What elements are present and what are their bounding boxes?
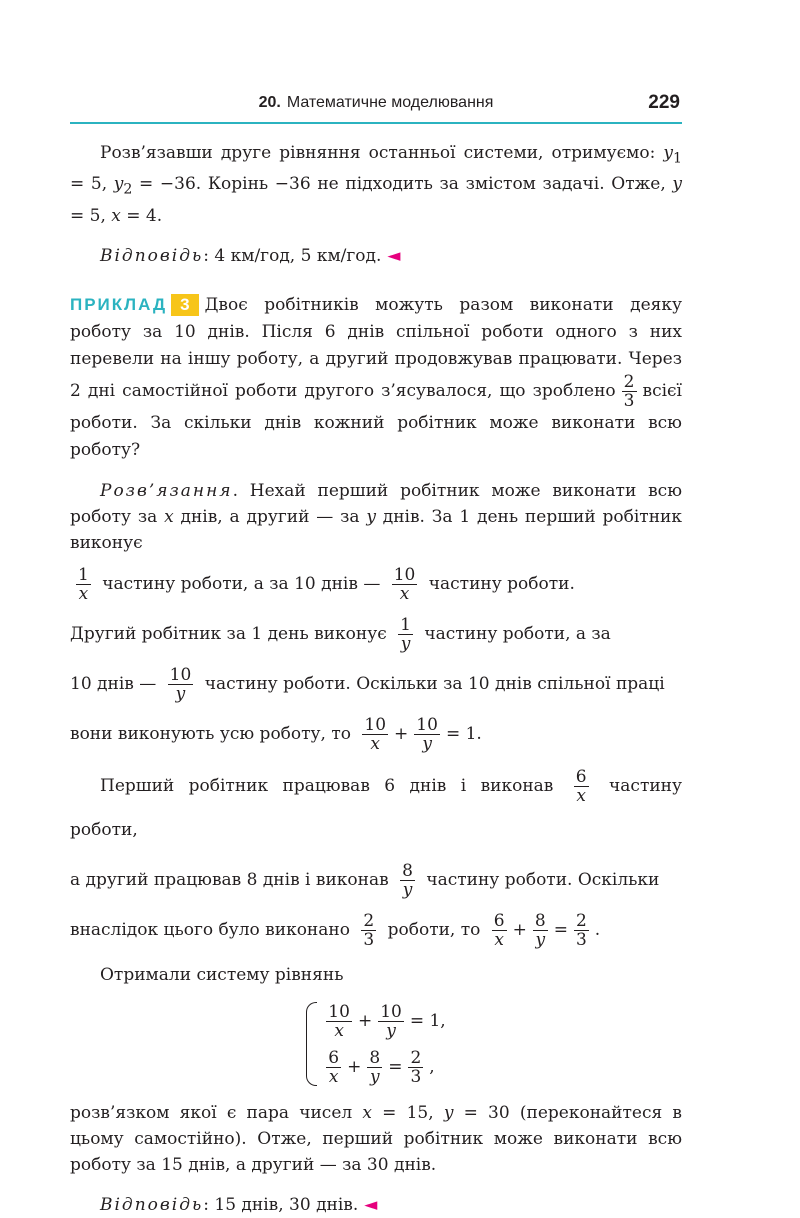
plus-sign: + bbox=[347, 1056, 362, 1077]
denominator: x bbox=[78, 583, 89, 604]
fraction bbox=[392, 566, 418, 603]
fraction bbox=[400, 862, 415, 899]
numerator: 2 bbox=[410, 1047, 422, 1068]
fraction bbox=[398, 616, 413, 653]
section-number: 20. bbox=[258, 94, 281, 111]
text: = 5, bbox=[70, 205, 112, 226]
paragraph-first-worker bbox=[70, 764, 682, 852]
fraction bbox=[76, 566, 91, 603]
conclusion-paragraph bbox=[70, 1100, 682, 1178]
denominator: x bbox=[334, 1020, 344, 1041]
var: y bbox=[113, 174, 124, 195]
denominator: 3 bbox=[623, 390, 635, 411]
fraction bbox=[533, 912, 548, 949]
text: = 15, bbox=[371, 1102, 444, 1123]
solution-paragraph bbox=[70, 478, 682, 556]
text: Перший робітник працював 6 днів і виконав bbox=[100, 775, 554, 796]
text: Другий робітник за 1 день виконує bbox=[70, 623, 387, 644]
text: = 30 (переконайтеся в цьому самостійно). Отже, перший робітник може виконати всю роботу за 15 днів, а другий — за 30 днів. bbox=[70, 1102, 682, 1175]
text: . Нехай перший робітник може виконати всю роботу за bbox=[70, 480, 682, 527]
plus-sign: + bbox=[512, 919, 527, 940]
denominator: 3 bbox=[575, 929, 587, 950]
fraction bbox=[408, 1049, 423, 1086]
text: 10 днів — bbox=[70, 673, 157, 694]
denominator: x bbox=[328, 1066, 339, 1087]
text: = 4. bbox=[120, 205, 163, 226]
answer-text: : 4 км/год, 5 км/год. bbox=[203, 245, 382, 266]
system-row-1 bbox=[320, 998, 445, 1044]
fraction bbox=[574, 912, 589, 949]
numerator: 6 bbox=[328, 1047, 340, 1068]
var: y bbox=[443, 1102, 454, 1123]
text: частину роботи, bbox=[70, 775, 683, 840]
text: = 5, bbox=[70, 174, 114, 195]
fraction bbox=[414, 716, 440, 753]
subscript: 2 bbox=[123, 181, 133, 198]
text: вони виконують усю роботу, то bbox=[70, 723, 351, 744]
answer-text: : 15 днів, 30 днів. bbox=[203, 1194, 359, 1215]
text: = 1. bbox=[445, 723, 482, 744]
numerator: 10 bbox=[169, 664, 192, 685]
end-marker-icon: ◄ bbox=[364, 1194, 378, 1215]
paragraph-solution-end bbox=[70, 140, 682, 229]
answer-1 bbox=[70, 243, 682, 269]
fraction bbox=[492, 912, 507, 949]
text: = 1, bbox=[409, 1010, 446, 1031]
answer-2 bbox=[70, 1192, 682, 1218]
numerator: 8 bbox=[534, 910, 546, 931]
text: роботи, то bbox=[387, 919, 481, 940]
denominator: y bbox=[386, 1020, 396, 1041]
text: частину роботи. Оскільки за 10 днів спільної праці bbox=[204, 673, 665, 694]
denominator: x bbox=[399, 583, 410, 604]
var: x bbox=[362, 1102, 372, 1123]
denominator: x bbox=[494, 929, 504, 950]
numerator: 10 bbox=[364, 714, 387, 735]
var: y bbox=[672, 174, 682, 195]
denominator: y bbox=[422, 733, 432, 754]
text: частину роботи, а за 10 днів — bbox=[102, 573, 381, 594]
text: внаслідок цього було виконано bbox=[70, 919, 350, 940]
solution-line-5 bbox=[70, 712, 682, 756]
numerator: 10 bbox=[328, 1001, 350, 1022]
numerator: 8 bbox=[402, 860, 413, 881]
fraction bbox=[622, 373, 637, 410]
text: . bbox=[594, 919, 601, 940]
fraction bbox=[574, 768, 589, 805]
fraction bbox=[168, 666, 194, 703]
solution-line-2 bbox=[70, 562, 682, 606]
page-header bbox=[70, 92, 682, 124]
numerator: 1 bbox=[78, 564, 89, 585]
paragraph-result bbox=[70, 908, 682, 952]
numerator: 2 bbox=[363, 910, 375, 931]
equals-sign: = bbox=[553, 919, 568, 940]
page-content bbox=[70, 140, 682, 1218]
system-row-2 bbox=[320, 1044, 445, 1090]
denominator: 3 bbox=[410, 1066, 422, 1087]
solution-label: Розв’язання bbox=[100, 480, 233, 501]
equation-system bbox=[306, 998, 445, 1090]
numerator: 1 bbox=[400, 614, 411, 635]
var: x bbox=[111, 205, 121, 226]
numerator: 6 bbox=[493, 910, 505, 931]
text: днів, а другий — за bbox=[173, 506, 367, 527]
example-3 bbox=[70, 291, 682, 464]
denominator: y bbox=[369, 1066, 380, 1087]
example-number-badge: 3 bbox=[171, 294, 198, 316]
denominator: y bbox=[535, 929, 546, 950]
numerator: 6 bbox=[575, 766, 587, 787]
fraction bbox=[361, 912, 376, 949]
text: Розв’язавши друге рівняння останньої системи, отримуємо: bbox=[100, 143, 664, 163]
page-number: 229 bbox=[648, 92, 680, 113]
text: частину роботи. bbox=[428, 573, 575, 594]
end-marker-icon: ◄ bbox=[387, 245, 401, 266]
fraction bbox=[362, 716, 388, 753]
equation-system-wrap bbox=[70, 988, 682, 1096]
subscript: 1 bbox=[672, 150, 682, 167]
brace-icon bbox=[306, 1002, 317, 1086]
numerator: 10 bbox=[393, 564, 416, 585]
system-intro: Отримали систему рівнянь bbox=[100, 964, 344, 985]
plus-sign: + bbox=[357, 1010, 373, 1031]
section-title bbox=[70, 94, 682, 112]
solution-line-3 bbox=[70, 612, 682, 656]
denominator: y bbox=[175, 683, 186, 704]
fraction bbox=[326, 1049, 341, 1086]
numerator: 2 bbox=[575, 910, 587, 931]
plus-sign: + bbox=[394, 723, 409, 744]
denominator: x bbox=[370, 733, 381, 754]
paragraph-second-worker bbox=[70, 858, 682, 902]
fraction bbox=[326, 1003, 352, 1040]
section-title-text: Математичне моделювання bbox=[286, 94, 494, 111]
fraction bbox=[367, 1049, 382, 1086]
var: x bbox=[164, 506, 174, 527]
text: розв’язком якої є пара чисел bbox=[70, 1102, 363, 1123]
example-text: Двоє робітників можуть разом виконати деяку роботу за 10 днів. Після 6 днів спільної роботи одного з них перевели на іншу роботу, а другий продовжував працювати. Через 2 дні самостійної роботи другого з’ясувалося, що зроблено bbox=[70, 294, 682, 401]
text: = −36. Корінь −36 не підходить за змістом задачі. Отже, bbox=[132, 174, 673, 195]
numerator: 10 bbox=[380, 1001, 402, 1022]
fraction bbox=[378, 1003, 404, 1040]
example-text-2: всієї роботи. За скільки днів кожний робітник може виконати всю роботу? bbox=[70, 380, 682, 460]
answer-label: Відповідь bbox=[100, 1194, 204, 1215]
text: днів. За 1 день перший робітник виконує bbox=[70, 506, 682, 553]
numerator: 8 bbox=[369, 1047, 381, 1068]
text: частину роботи. Оскільки bbox=[426, 869, 660, 890]
var: y bbox=[663, 143, 673, 163]
var: y bbox=[366, 506, 376, 527]
equals-sign: = bbox=[388, 1056, 403, 1077]
denominator: y bbox=[400, 633, 411, 654]
denominator: y bbox=[402, 879, 413, 900]
text: , bbox=[429, 1056, 435, 1077]
denominator: 3 bbox=[363, 929, 375, 950]
example-label: ПРИКЛАД bbox=[70, 294, 168, 314]
text: а другий працював 8 днів і виконав bbox=[70, 869, 389, 890]
solution-line-4 bbox=[70, 662, 682, 706]
answer-label: Відповідь bbox=[100, 245, 204, 266]
numerator: 10 bbox=[416, 714, 438, 735]
denominator: x bbox=[576, 785, 586, 806]
numerator: 2 bbox=[623, 371, 635, 392]
text: частину роботи, а за bbox=[424, 623, 611, 644]
